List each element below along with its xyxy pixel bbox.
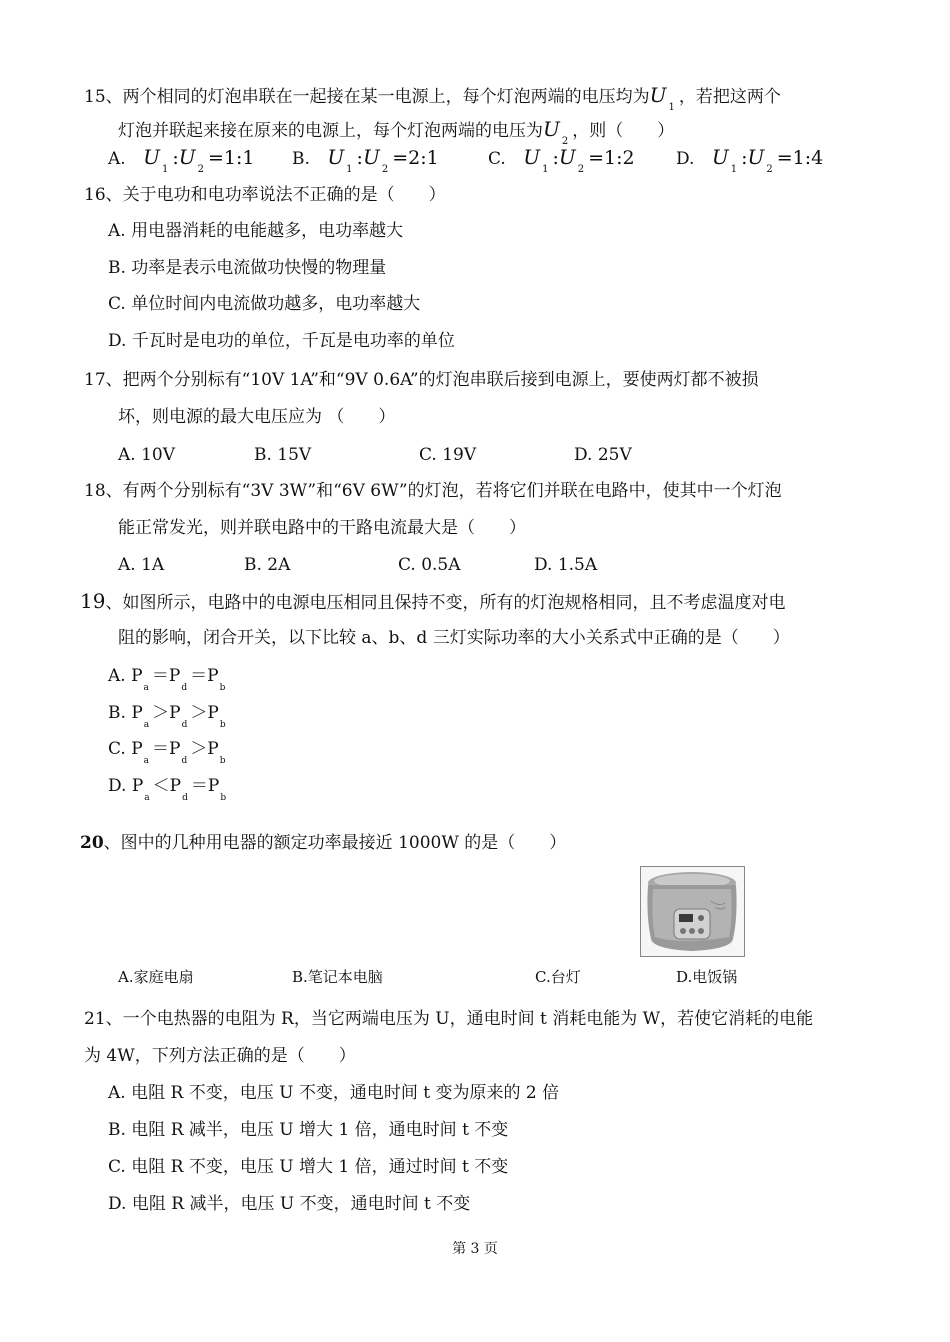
p-sub: a (144, 793, 150, 803)
q20-caption-c: C.台灯 (535, 968, 581, 986)
q15-option-a: A. $U_1:U_2=1:1$ (108, 145, 255, 175)
q17-option-b: B. 15V (254, 445, 312, 465)
q19-option-a (108, 665, 228, 693)
p-symbol: P (169, 739, 181, 759)
p-sub: b (219, 720, 226, 730)
q21-line2: 为 4W，下列方法正确的是（ ） (84, 1046, 356, 1066)
u-symbol: U (362, 145, 380, 169)
q15-line2 (118, 118, 674, 145)
q15-symbol-u1: U (649, 83, 667, 107)
q20-caption-d: D.电饭锅 (676, 968, 738, 986)
q16-option-a: A. 用电器消耗的电能越多，电功率越大 (108, 221, 404, 241)
option-letter: A. (108, 666, 126, 686)
q19-number: 19 (80, 589, 106, 613)
relation-op: ＝ (190, 666, 208, 686)
q15-option-c: C. $U_1:U_2=1:2$ (488, 145, 635, 175)
p-sub: a (143, 756, 150, 766)
q15-sub-1: 1 (668, 102, 675, 113)
option-letter: C. (108, 739, 126, 759)
p-symbol: P (169, 776, 182, 796)
u-symbol: U (711, 145, 729, 169)
option-letter: C. (488, 149, 506, 169)
rice-cooker-icon (641, 867, 744, 956)
q15-option-b: B. $U_1:U_2=2:1$ (292, 145, 439, 175)
page-number: 第 3 页 (452, 1241, 498, 1257)
p-sub: a (143, 720, 150, 730)
q18-option-c: C. 0.5A (398, 555, 461, 575)
q21-option-b: B. 电阻 R 减半，电压 U 增大 1 倍，通电时间 t 不变 (108, 1120, 509, 1140)
p-sub: b (219, 756, 226, 766)
q16-option-b: B. 功率是表示电流做功快慢的物理量 (108, 258, 387, 278)
q18-option-a: A. 1A (118, 555, 165, 575)
q17-line2: 坏，则电源的最大电压应为 （ ） (118, 407, 396, 427)
q18-option-b: B. 2A (244, 555, 291, 575)
u-symbol: U (143, 145, 160, 169)
p-symbol: P (207, 776, 220, 796)
p-symbol: P (169, 703, 181, 723)
q19-line1 (80, 590, 785, 614)
u-symbol: U (558, 145, 576, 169)
q15-text-d: ，则（ ） (572, 121, 675, 141)
relation-op: ＝ (151, 666, 169, 686)
p-symbol: P (207, 666, 219, 686)
q19-option-d (108, 775, 229, 803)
p-sub: d (181, 756, 188, 766)
q15-text-a: 15、两个相同的灯泡串联在一起接在某一电源上，每个灯泡两端的电压均为 (84, 87, 650, 107)
p-symbol: P (207, 703, 219, 723)
q17-option-a: A. 10V (118, 445, 175, 465)
u-sub: 2 (766, 164, 773, 175)
relation-op: ＝ (152, 739, 170, 759)
q15-symbol-u2: U (543, 117, 560, 141)
relation-op: ＞ (152, 703, 170, 723)
u-sub: 1 (730, 164, 738, 175)
u-sub: 2 (381, 164, 389, 175)
u-sub: 2 (197, 164, 204, 175)
p-symbol: P (131, 776, 144, 796)
p-symbol: P (131, 666, 143, 686)
q16-option-d: D. 千瓦时是电功的单位，千瓦是电功率的单位 (108, 331, 455, 351)
q15-option-d: D. $U_1:U_2=1:4$ (676, 145, 824, 175)
ratio-value: 1:2 (604, 147, 635, 169)
ratio-value: 1:4 (792, 147, 824, 169)
option-letter: D. (676, 149, 695, 169)
u-sub: 1 (346, 164, 353, 175)
q17-option-c: C. 19V (419, 445, 477, 465)
q19-option-b (108, 702, 229, 730)
relation-op: ＜ (152, 776, 170, 796)
ratio-value: 1:1 (223, 147, 255, 169)
q21-line1: 21、一个电热器的电阻为 R，当它两端电压为 U，通电时间 t 消耗电能为 W，若使它消耗的电能 (84, 1009, 814, 1029)
q20-caption-b: B.笔记本电脑 (292, 968, 383, 986)
p-symbol: P (131, 703, 143, 723)
q15-text-b: ，若把这两个 (678, 87, 781, 107)
q19-text-1: 、如图所示，电路中的电源电压相同且保持不变，所有的灯泡规格相同，且不考虑温度对电 (105, 593, 786, 613)
q18-option-d: D. 1.5A (534, 555, 598, 575)
q16-option-c: C. 单位时间内电流做功越多，电功率越大 (108, 294, 421, 314)
p-sub: a (143, 683, 149, 693)
u-symbol: U (327, 145, 345, 169)
q19-line2: 阻的影响，闭合开关，以下比较 a、b、d 三灯实际功率的大小关系式中正确的是（ ） (118, 628, 790, 648)
relation-op: ＞ (190, 703, 208, 723)
q15-sub-2: 2 (561, 136, 569, 147)
u-sub: 1 (542, 164, 549, 175)
p-sub: d (182, 793, 188, 803)
q19-option-c (108, 738, 228, 766)
ratio-value: 2:1 (408, 147, 439, 169)
q21-option-d: D. 电阻 R 减半，电压 U 不变，通电时间 t 不变 (108, 1194, 471, 1214)
u-symbol: U (523, 145, 541, 169)
p-symbol: P (207, 739, 219, 759)
relation-op: ＞ (190, 739, 208, 759)
q20-caption-a: A.家庭电扇 (118, 968, 194, 986)
option-letter: D. (108, 776, 127, 796)
option-letter: B. (292, 149, 310, 169)
p-symbol: P (168, 666, 181, 686)
u-sub: 2 (577, 164, 585, 175)
q18-line1: 18、有两个分别标有“3V 3W”和“6V 6W”的灯泡，若将它们并联在电路中，使其中一个灯泡 (84, 481, 782, 501)
p-sub: d (181, 683, 188, 693)
option-letter: B. (108, 703, 126, 723)
q20-number: 20 (80, 833, 104, 853)
p-sub: b (219, 683, 226, 693)
u-symbol: U (178, 145, 196, 169)
q18-line2: 能正常发光，则并联电路中的干路电流最大是（ ） (118, 518, 526, 538)
q20-stem (80, 832, 566, 854)
q17-line1: 17、把两个分别标有“10V 1A”和“9V 0.6A”的灯泡串联后接到电源上，要使两灯都不被损 (84, 370, 759, 390)
q17-option-d: D. 25V (574, 445, 632, 465)
option-letter: A. (108, 149, 126, 169)
rice-cooker-image (640, 866, 745, 957)
q15-text-c: 灯泡并联起来接在原来的电源上，每个灯泡两端的电压为 (118, 121, 543, 141)
p-sub: d (181, 720, 188, 730)
q20-text: 、图中的几种用电器的额定功率最接近 1000W 的是（ ） (103, 833, 567, 853)
relation-op: ＝ (190, 776, 208, 796)
p-symbol: P (131, 739, 143, 759)
q16-stem: 16、关于电功和电功率说法不正确的是（ ） (84, 185, 446, 205)
p-sub: b (220, 793, 227, 803)
u-symbol: U (747, 145, 765, 169)
q21-option-a: A. 电阻 R 不变，电压 U 不变，通电时间 t 变为原来的 2 倍 (108, 1083, 560, 1103)
q15-line1 (84, 84, 781, 111)
u-sub: 1 (161, 164, 169, 175)
q21-option-c: C. 电阻 R 不变，电压 U 增大 1 倍，通过时间 t 不变 (108, 1157, 509, 1177)
